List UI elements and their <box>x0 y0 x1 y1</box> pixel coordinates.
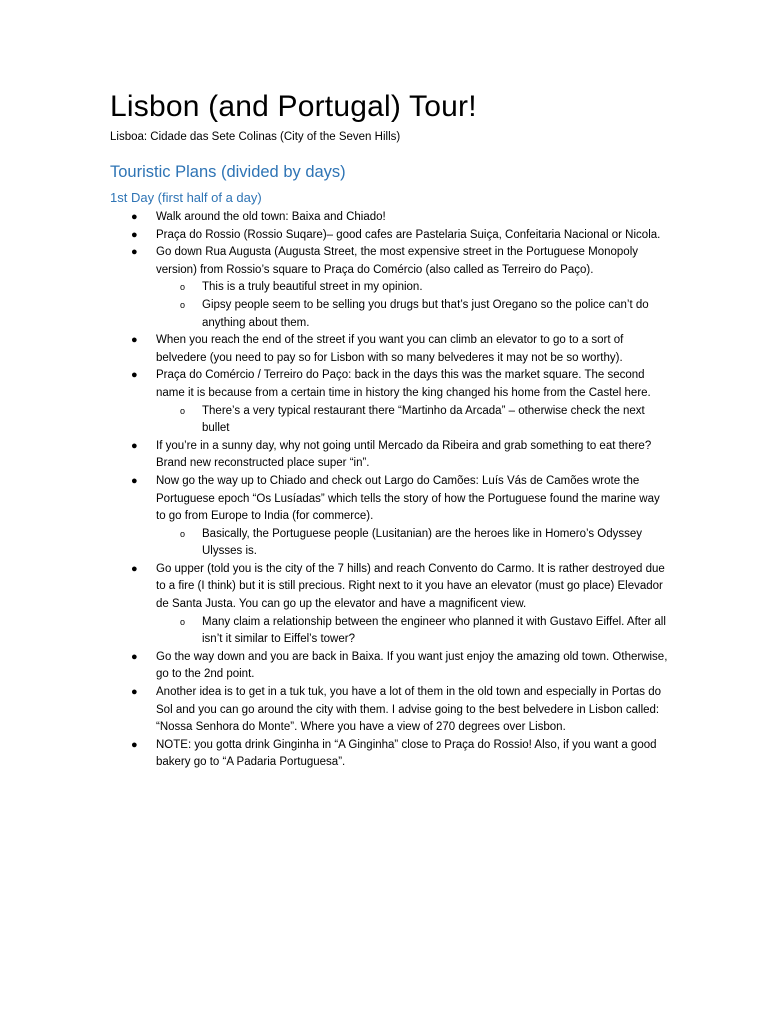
document-title: Lisbon (and Portugal) Tour! <box>110 90 477 123</box>
list-item-text: Another idea is to get in a tuk tuk, you have a lot of them in the old town and especially in Portas do Sol and you can go around the city with them. I advise going to the best belvedere in Lisbon called: “Nossa Senhora do Monte”. Where you have a view of 270 degrees over Lisbon. <box>156 686 662 734</box>
sub-list-item <box>156 614 672 649</box>
list-item <box>110 737 672 772</box>
bullet-icon: ● <box>131 738 138 751</box>
sub-bullet-icon: o <box>180 299 186 310</box>
list-item <box>110 649 672 684</box>
day-heading: 1st Day (first half of a day) <box>110 190 262 205</box>
list-item <box>110 438 672 473</box>
sub-bullet-icon: o <box>180 616 186 627</box>
bullet-icon: ● <box>131 474 138 487</box>
sub-bullet-icon: o <box>180 282 186 293</box>
sub-list-item <box>156 526 672 561</box>
sub-list <box>156 403 672 438</box>
section-heading: Touristic Plans (divided by days) <box>110 163 346 181</box>
bullet-icon: ● <box>131 334 138 347</box>
bullet-icon: ● <box>131 439 138 452</box>
list-item <box>110 684 672 737</box>
sub-list-item-text: Gipsy people seem to be selling you drugs but that’s just Oregano so the police can’t do anything about them. <box>202 298 649 329</box>
list-item-text: NOTE: you gotta drink Ginginha in “A Ginginha” close to Praça do Rossio! Also, if you want a good bakery go to “A Padaria Portuguesa”. <box>156 738 657 769</box>
list-item <box>110 473 672 561</box>
sub-list <box>156 526 672 561</box>
bullet-icon: ● <box>131 228 138 241</box>
list-item <box>110 332 672 367</box>
sub-list-item <box>156 297 672 332</box>
list-item-text: Praça do Comércio / Terreiro do Paço: back in the days this was the market square. The second name it is because from a certain time in history the king changed his home from the Castel here. <box>156 369 651 399</box>
sub-list <box>156 279 672 332</box>
sub-list-item-text: Many claim a relationship between the engineer who planned it with Gustavo Eiffel. After all isn’t it similar to Eiffel’s tower? <box>202 615 666 646</box>
sub-list <box>156 614 672 649</box>
bullet-icon: ● <box>131 369 138 382</box>
sub-list-item-text: There’s a very typical restaurant there “Martinho da Arcada” – otherwise check the next bullet <box>202 404 645 435</box>
list-item-text: Now go the way up to Chiado and check out Largo do Camões: Luís Vás de Camões wrote the Portuguese epoch “Os Lusíadas” which tells the story of how the Portuguese found the marine way to go from Europe to India (for commerce). <box>156 474 660 523</box>
sub-list-item <box>156 403 672 438</box>
list-item-text: Go the way down and you are back in Baixa. If you want just enjoy the amazing old town. Otherwise, go to the 2nd point. <box>156 650 668 681</box>
list-item <box>110 209 672 227</box>
sub-list-item-text: Basically, the Portuguese people (Lusitanian) are the heroes like in Homero’s Odyssey Ulysses is. <box>202 527 643 558</box>
sub-bullet-icon: o <box>180 528 186 539</box>
list-item <box>110 561 672 649</box>
bullet-icon: ● <box>131 562 138 575</box>
bullet-icon: ● <box>131 650 138 663</box>
list-item <box>110 227 672 245</box>
sub-list-item <box>156 279 672 297</box>
list-item <box>110 244 672 332</box>
list-item-text: Go down Rua Augusta (Augusta Street, the most expensive street in the Portuguese Monopoly version) from Rossio’s square to Praça do Comércio (also called as Terreiro do Paço). <box>156 246 639 276</box>
bullet-icon: ● <box>131 246 138 259</box>
list-item-text: Walk around the old town: Baixa and Chiado! <box>156 211 386 223</box>
bullet-icon: ● <box>131 211 138 223</box>
document-subtitle: Lisboa: Cidade das Sete Colinas (City of the Seven Hills) <box>110 131 401 143</box>
itinerary-list <box>110 209 672 772</box>
list-item-text: If you’re in a sunny day, why not going until Mercado da Ribeira and grab something to eat there? Brand new reconstructed place super “in”. <box>156 439 652 470</box>
bullet-icon: ● <box>131 686 138 699</box>
sub-list-item-text: This is a truly beautiful street in my opinion. <box>202 281 423 294</box>
list-item-text: When you reach the end of the street if you want you can climb an elevator to go to a sort of belvedere (you need to pay so for Lisbon with so many belvederes it may not be so worthy). <box>156 334 624 364</box>
list-item-text: Go upper (told you is the city of the 7 hills) and reach Convento do Carmo. It is rather destroyed due to a fire (I think) but it is still precious. Right next to it you have an elevator (must go place) Elevador de Santa Justa. You can go up the elevator and have a magnificent view. <box>156 562 665 611</box>
list-item <box>110 367 672 437</box>
list-item-text: Praça do Rossio (Rossio Suqare)– good cafes are Pastelaria Suiça, Confeitaria Nacional or Nicola. <box>156 228 661 241</box>
sub-bullet-icon: o <box>180 405 186 416</box>
